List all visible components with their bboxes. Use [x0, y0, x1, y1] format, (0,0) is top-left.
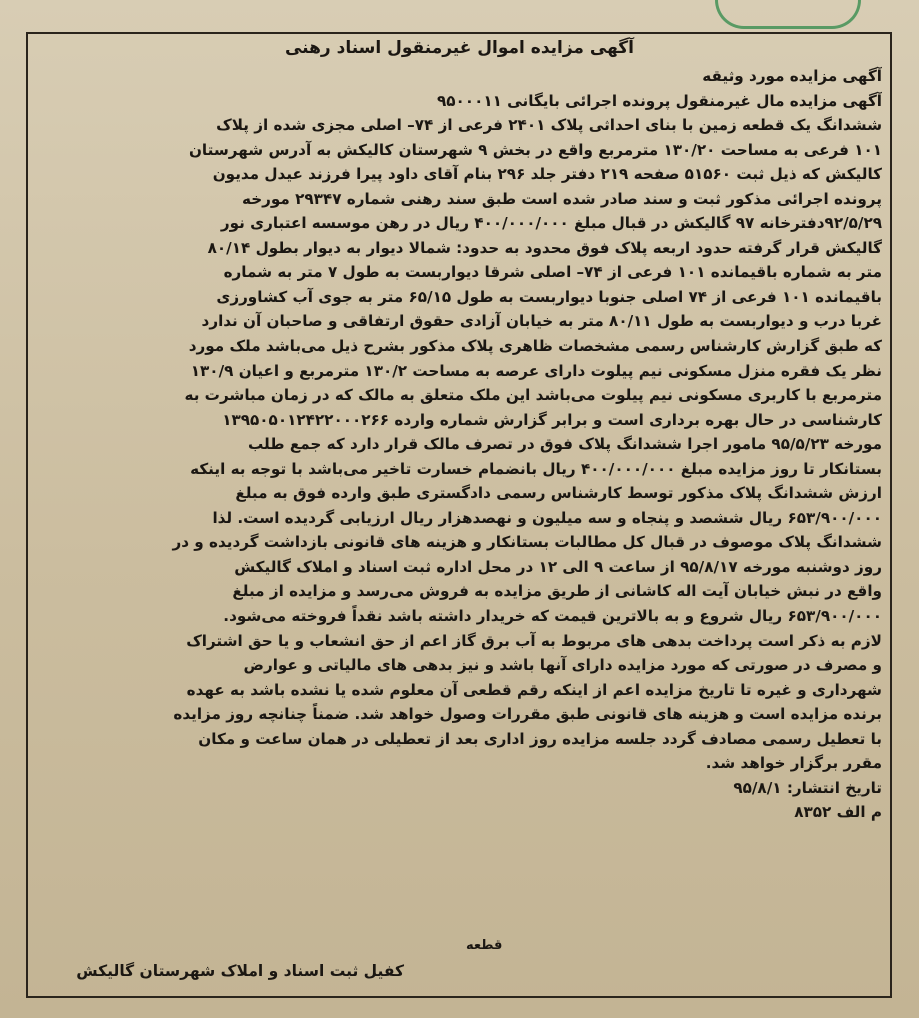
signature-line: کفیل ثبت اسناد و املاک شهرستان گالیکش: [76, 962, 404, 980]
notice-line: گالیکش قرار گرفته حدود اربعه پلاک فوق محدود به حدود: شمالا دیوار به دیوار بطول ۸۰/۱۴: [207, 238, 882, 257]
notice-line: ارزش ششدانگ پلاک مذکور توسط کارشناس رسمی دادگستری طبق وارده فوق به مبلغ: [235, 484, 882, 503]
notice-text-lines: [36, 64, 882, 776]
reference-code: م الف ۸۳۵۲: [794, 803, 882, 822]
notice-line: مقرر برگزار خواهد شد.: [705, 754, 882, 773]
seal-mark: قطعه: [466, 938, 503, 953]
notice-line: برنده مزایده است و هزینه های قانونی طبق مقررات وصول خواهد شد. ضمناً چنانچه روز مزایده: [173, 705, 882, 724]
notice-line: ۶۵۳/۹۰۰/۰۰۰ ریال شروع و به بالاترین قیمت که خریدار داشته باشد نقداً فروخته می‌شود.: [223, 607, 882, 626]
notice-line: ۹۲/۵/۲۹دفترخانه ۹۷ گالیکش در قبال مبلغ ۴۰۰/۰۰۰/۰۰۰ ریال در رهن موسسه اعتباری نور: [220, 214, 882, 233]
notice-line: ششدانگ پلاک موصوف در قبال کل مطالبات بستانکار و هزینه های قانونی بازداشت گردیده و در: [172, 533, 882, 552]
notice-line: کالیکش که ذیل ثبت ۵۱۵۶۰ صفحه ۲۱۹ دفتر جلد ۲۹۶ بنام آقای داود پیرا فرزند عیدل مدیون: [212, 165, 882, 184]
notice-line: مورخه ۹۵/۵/۲۳ مامور اجرا ششدانگ پلاک فوق در تصرف مالک قرار دارد که جمع طلب: [247, 435, 882, 454]
notice-line: مترمربع با کاربری مسکونی نیم پیلوت می‌باشد این ملک متعلق به مالک که در زمان مباشرت به: [184, 386, 882, 405]
publish-date: تاریخ انتشار: ۹۵/۸/۱: [733, 778, 882, 797]
notice-line: غربا درب و دیواربست به طول ۸۰/۱۱ متر به خیابان آزادی حقوق ارتفاقی و صاحبان آن ندارد: [201, 312, 882, 331]
notice-line: آگهی مزایده مال غیرمنقول پرونده اجرائی بایگانی ۹۵۰۰۰۱۱: [437, 91, 882, 110]
notice-line: نظر یک فقره منزل مسکونی نیم پیلوت دارای عرصه به مساحت ۱۳۰/۲ مترمربع و اعیان ۱۳۰/۹: [190, 361, 882, 380]
notice-line: بستانکار تا روز مزایده مبلغ ۴۰۰/۰۰۰/۰۰۰ ریال بانضمام خسارت تاخیر می‌باشد با توجه به اینکه: [190, 459, 882, 478]
notice-line: متر به شماره باقیمانده ۱۰۱ فرعی از ۷۴– اصلی شرقا دیواربست به طول ۷ متر به شماره: [223, 263, 882, 282]
notice-line: با تعطیل رسمی مصادف گردد جلسه مزایده روز اداری بعد از تعطیلی در همان ساعت و مکان: [198, 729, 882, 748]
notice-line: پرونده اجرائی مذکور ثبت و سند صادر شده است طبق سند رهنی شماره ۲۹۳۴۷ مورخه: [241, 189, 882, 208]
notice-line: ششدانگ یک قطعه زمین با بنای احداثی پلاک ۲۴۰۱ فرعی از ۷۴– اصلی مجزی شده از پلاک: [216, 116, 882, 135]
notice-line: که طبق گزارش کارشناس رسمی مشخصات ظاهری پلاک مذکور بشرح ذیل می‌باشد ملک مورد: [188, 337, 882, 356]
notice-body: [36, 64, 882, 825]
notice-line: و مصرف در صورتی که مورد مزایده دارای آنها باشد و نیز بدهی های مالیاتی و عوارض: [243, 656, 882, 675]
notice-line: کارشناسی در حال بهره برداری است و برابر گزارش شماره وارده ۱۳۹۵۰۵۰۱۲۴۲۲۰۰۰۲۶۶: [222, 410, 882, 429]
notice-line: باقیمانده ۱۰۱ فرعی از ۷۴ اصلی جنوبا دیواربست به طول ۶۵/۱۵ متر به جوی آب کشاورزی: [216, 287, 882, 306]
notice-line: واقع در نبش خیابان آیت اله کاشانی از طریق مزایده به فروش می‌رسد و مزایده از مبلغ: [232, 582, 882, 601]
notice-line: آگهی مزایده مورد وثیقه: [702, 67, 882, 85]
green-ink-mark: [715, 0, 861, 29]
notice-line: ۱۰۱ فرعی به مساحت ۱۳۰/۲۰ مترمربع واقع در بخش ۹ شهرستان کالیکش به آدرس شهرستان: [188, 140, 882, 159]
notice-line: ۶۵۳/۹۰۰/۰۰۰ ریال ششصد و پنجاه و سه میلیون و نهصدهزار ریال ارزیابی گردیده است. لذا: [212, 508, 882, 527]
notice-title: آگهی مزایده اموال غیرمنقول اسناد رهنی: [284, 38, 635, 58]
notice-line: شهرداری و غیره تا تاریخ مزایده اعم از اینکه رقم قطعی آن معلوم شده یا نشده باشد به عهده: [186, 680, 882, 699]
notice-line: روز دوشنبه مورخه ۹۵/۸/۱۷ از ساعت ۹ الی ۱۲ در محل اداره ثبت اسناد و املاک گالیکش: [234, 557, 882, 576]
notice-line: لازم به ذکر است پرداخت بدهی های مربوط به آب برق گاز اعم از حق انشعاب و یا حق اشتراک: [186, 631, 882, 650]
